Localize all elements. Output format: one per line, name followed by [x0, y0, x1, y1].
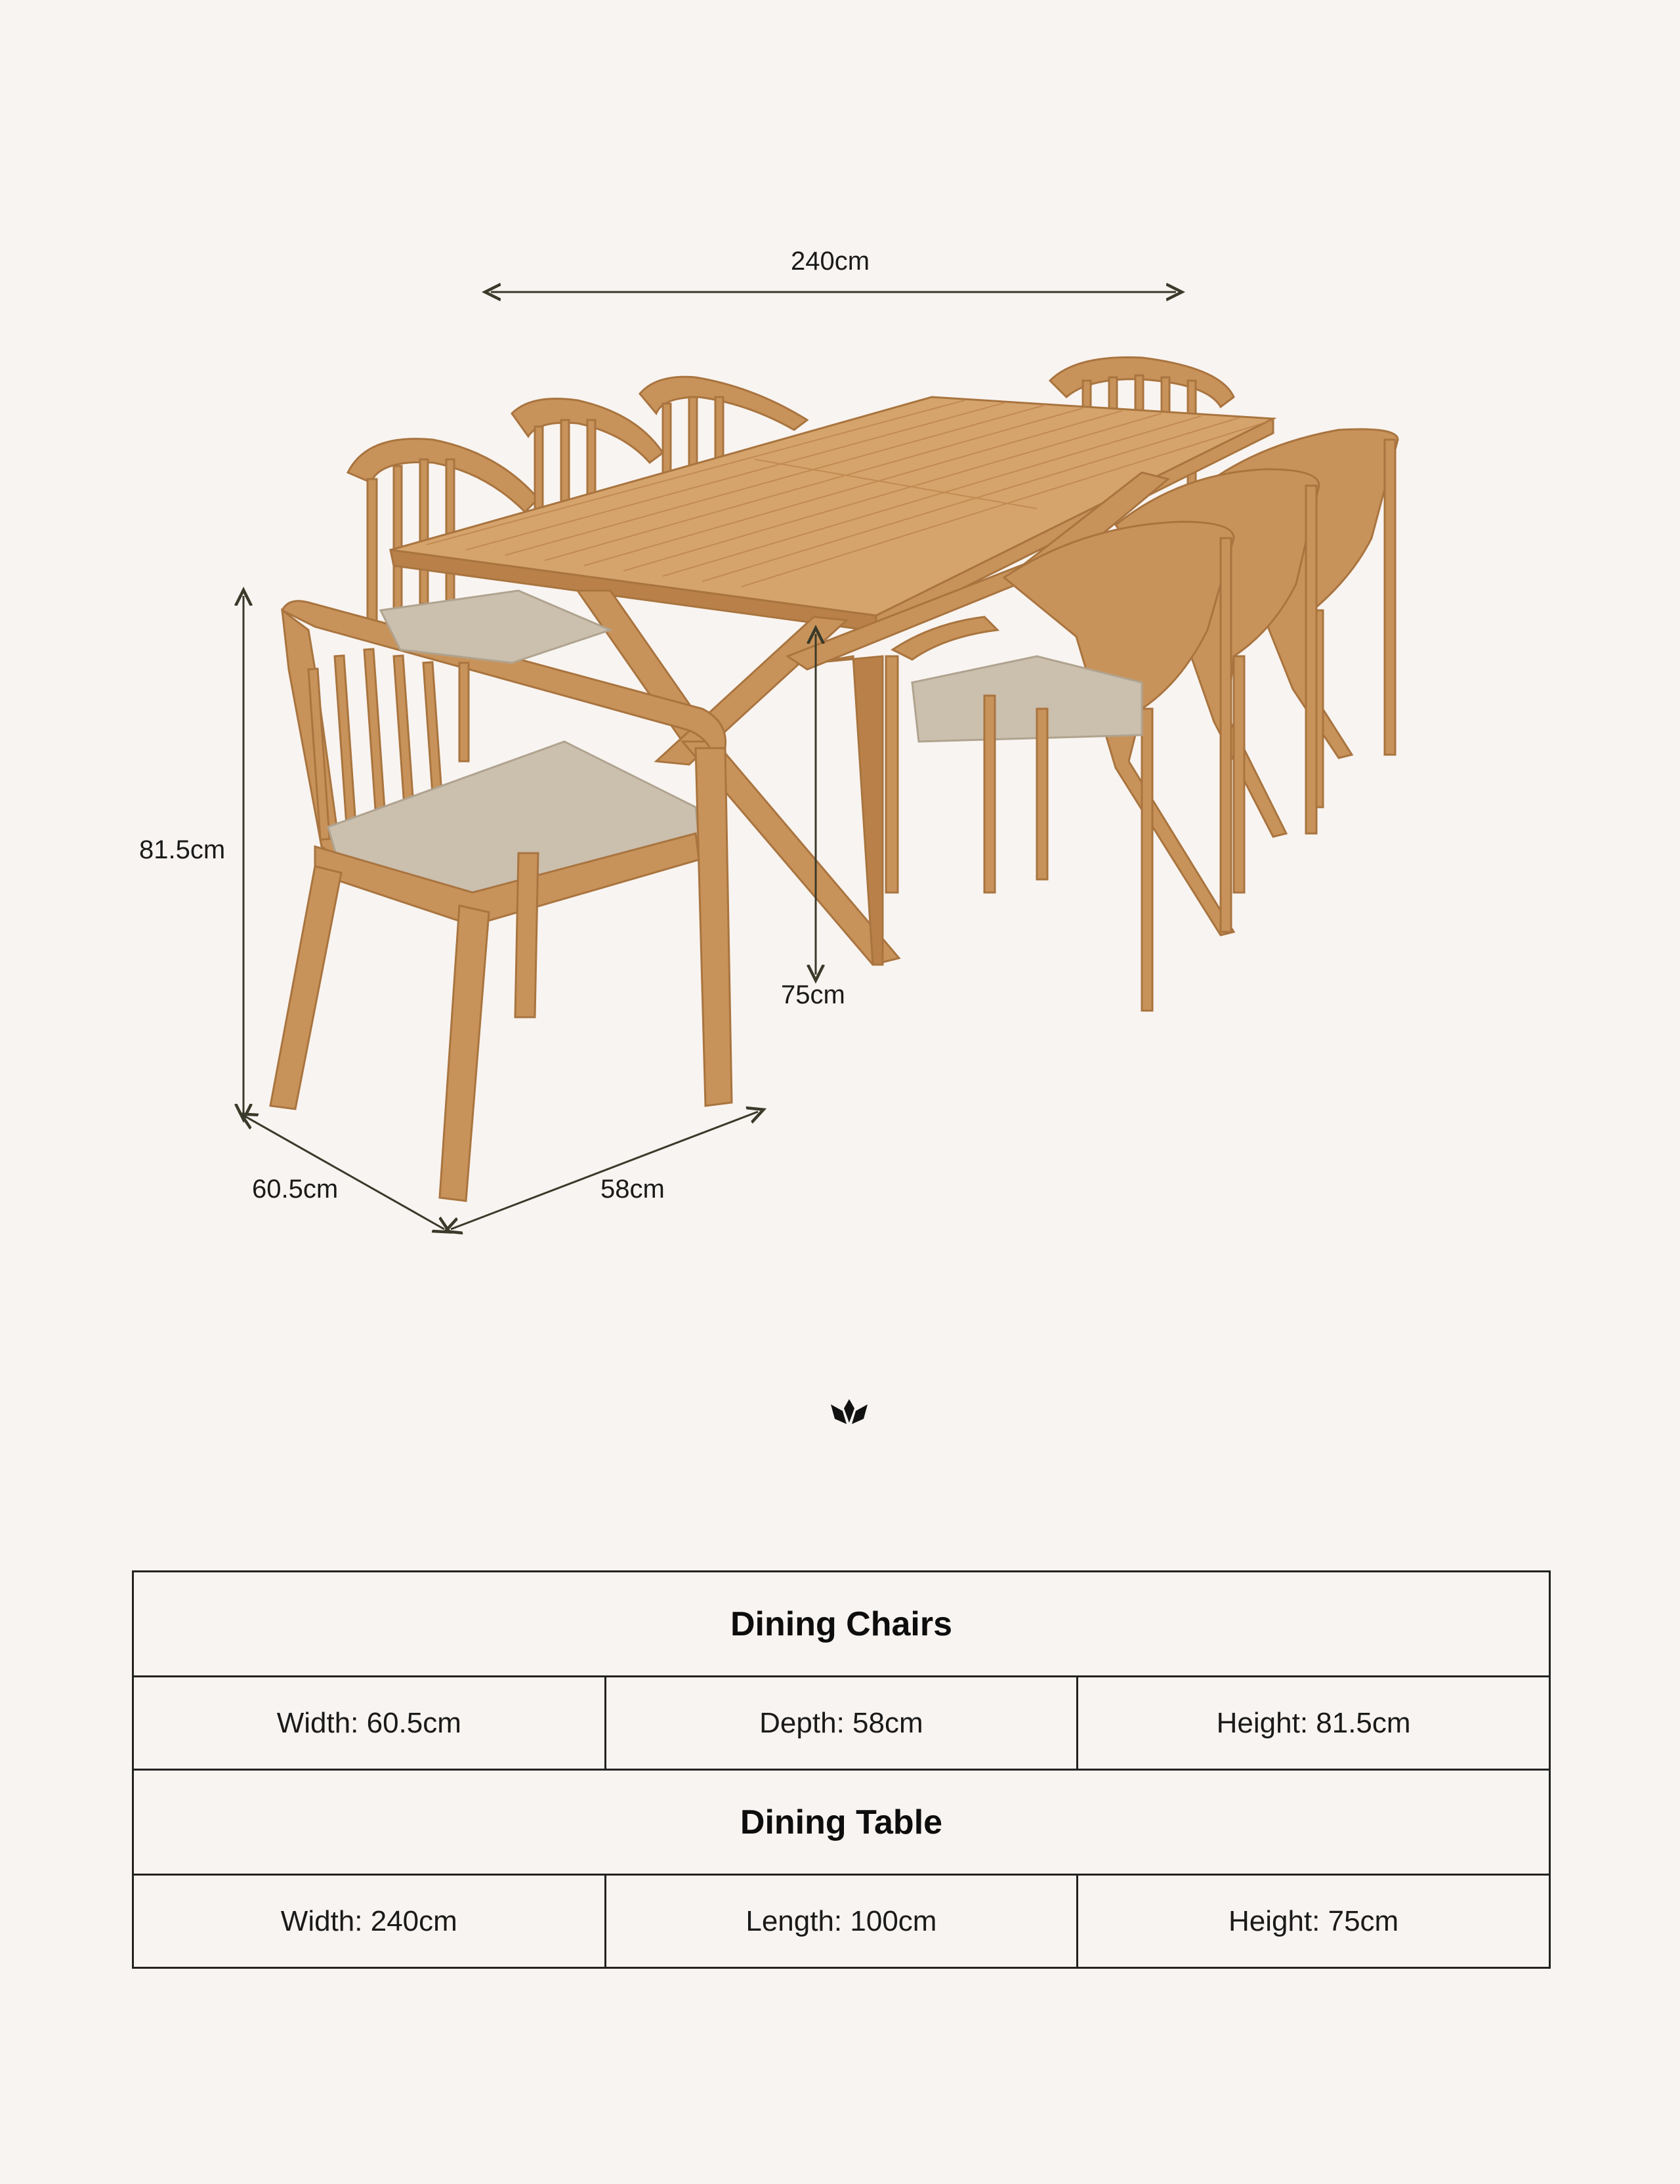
dining-chairs-header-row: [133, 1572, 1550, 1677]
chair-depth-cell: Depth: 58cm: [605, 1677, 1078, 1770]
table-width-cell: Width: 240cm: [133, 1875, 606, 1968]
dining-chairs-row: [133, 1677, 1550, 1770]
specifications-table: [132, 1570, 1551, 1969]
table-width-label: 240cm: [791, 247, 870, 276]
table-height-cell: Height: 75cm: [1078, 1875, 1550, 1968]
dining-table-title: Dining Table: [133, 1770, 1550, 1875]
lotus-crown-icon: [828, 1396, 870, 1428]
chair-height-label: 81.5cm: [139, 835, 226, 864]
table-length-cell: Length: 100cm: [605, 1875, 1078, 1968]
chair-depth-label: 58cm: [600, 1175, 665, 1204]
chair-width-cell: Width: 60.5cm: [133, 1677, 606, 1770]
chair-width-dimension-line: [246, 1117, 444, 1229]
dining-table-header-row: [133, 1770, 1550, 1875]
dining-chairs-title: Dining Chairs: [133, 1572, 1550, 1677]
table-height-label: 75cm: [781, 980, 845, 1009]
chair-width-label: 60.5cm: [252, 1175, 339, 1204]
dining-table-row: [133, 1875, 1550, 1968]
chair-depth-dimension-line: [451, 1112, 758, 1229]
chair-height-cell: Height: 81.5cm: [1078, 1677, 1550, 1770]
